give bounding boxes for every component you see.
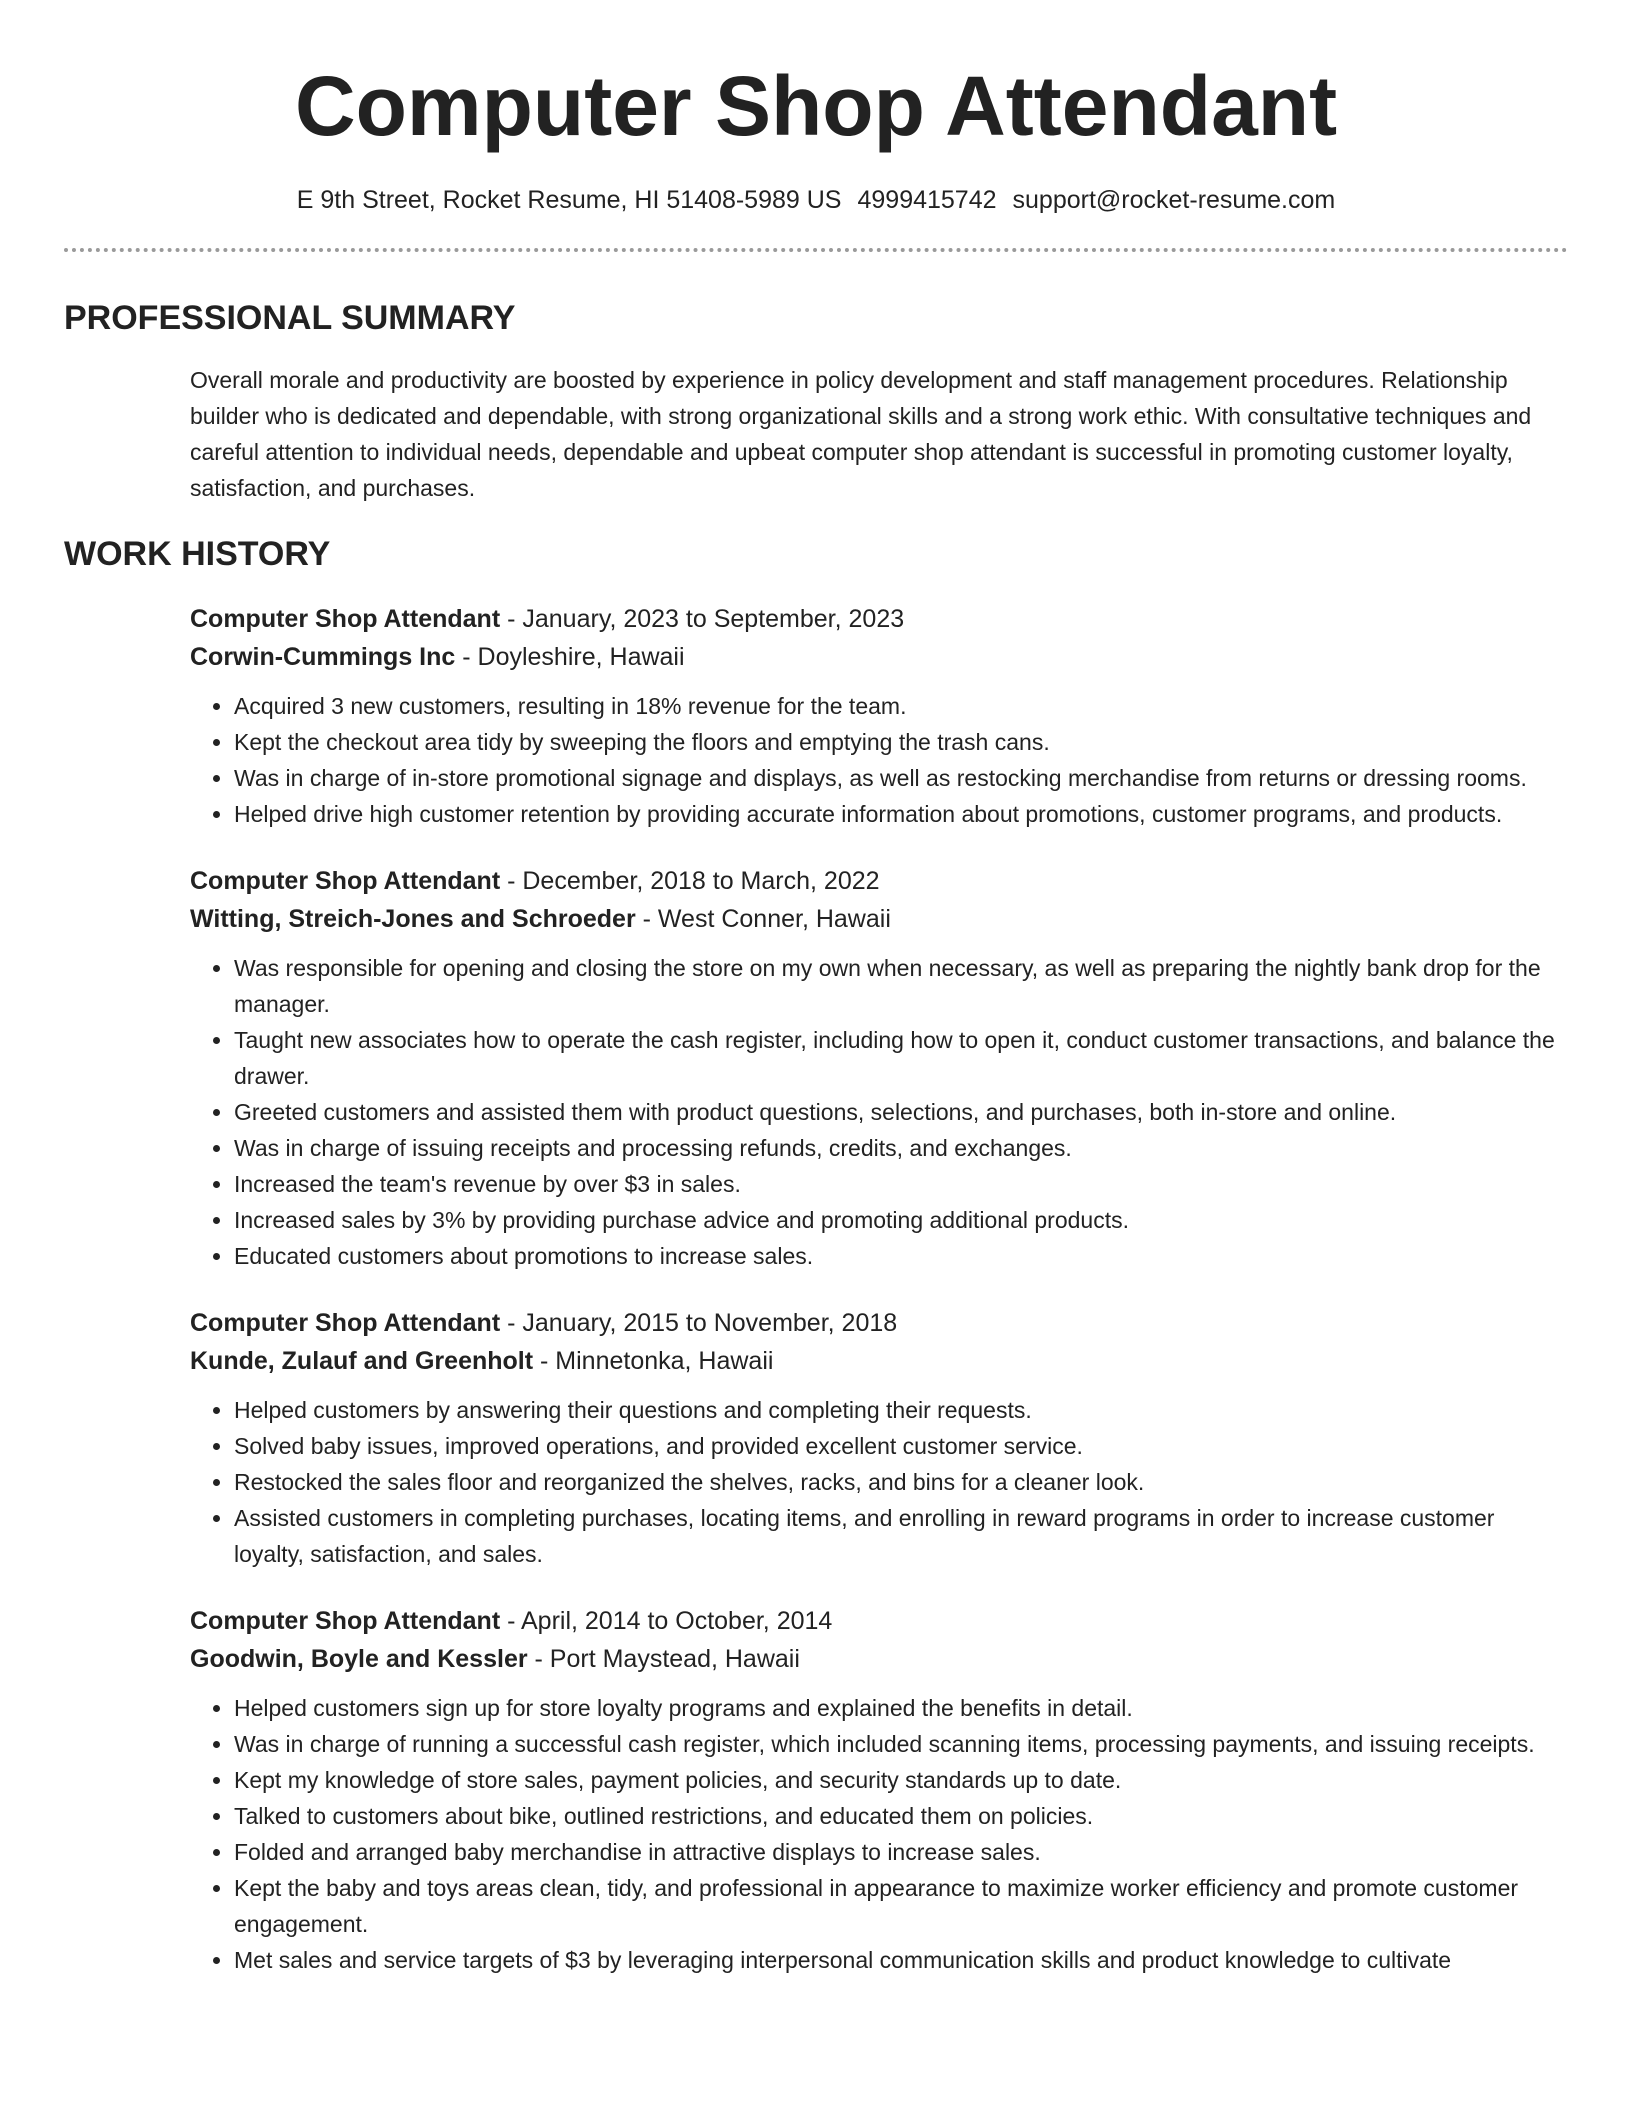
job-bullet: • Assisted customers in completing purchases, locating items, and enrolling in reward programs in order to increase customer loyalty, satisfaction, and sales. (234, 1500, 1568, 1572)
job-title: Computer Shop Attendant (190, 605, 501, 633)
job-company-line (190, 638, 1568, 676)
job-bullets (190, 1690, 1568, 1978)
job-entry (190, 600, 1568, 832)
job-bullet: • Solved baby issues, improved operations, and provided excellent customer service. (234, 1428, 1568, 1464)
work-history-list (190, 600, 1568, 1978)
job-title-line (190, 1304, 1568, 1342)
job-company-line (190, 1640, 1568, 1678)
job-bullets (190, 1392, 1568, 1572)
job-bullet: • Helped customers sign up for store loyalty programs and explained the benefits in detail. (234, 1690, 1568, 1726)
header-divider (64, 248, 1568, 252)
job-company: Goodwin, Boyle and Kessler (190, 1645, 528, 1673)
job-bullet: • Helped customers by answering their questions and completing their requests. (234, 1392, 1568, 1428)
job-company-line (190, 900, 1568, 938)
job-bullet: • Restocked the sales floor and reorganized the shelves, racks, and bins for a cleaner look. (234, 1464, 1568, 1500)
job-location: - Minnetonka, Hawaii (533, 1347, 774, 1375)
job-company: Kunde, Zulauf and Greenholt (190, 1347, 534, 1375)
job-entry (190, 862, 1568, 1274)
job-location: - Doyleshire, Hawaii (455, 643, 685, 671)
job-bullets (190, 688, 1568, 832)
job-title: Computer Shop Attendant (190, 1309, 501, 1337)
contact-phone: 4999415742 (857, 186, 997, 214)
job-bullet: • Kept the baby and toys areas clean, tidy, and professional in appearance to maximize worker efficiency and promote customer engagement. (234, 1870, 1568, 1942)
job-bullet: • Increased sales by 3% by providing purchase advice and promoting additional products. (234, 1202, 1568, 1238)
job-bullet: • Was responsible for opening and closing the store on my own when necessary, as well as preparing the nightly bank drop for the manager. (234, 950, 1568, 1022)
job-entry (190, 1602, 1568, 1978)
job-title: Computer Shop Attendant (190, 867, 501, 895)
summary-text: Overall morale and productivity are boosted by experience in policy development and staff management procedures. Relationship builder who is dedicated and dependable, with strong organizational skills and a strong work ethic. With consultative techniques and careful attention to individual needs, dependable and upbeat computer shop attendant is successful in promoting customer loyalty, satisfaction, and purchases. (190, 367, 1532, 501)
job-bullets (190, 950, 1568, 1274)
job-bullet: • Increased the team's revenue by over $3 in sales. (234, 1166, 1568, 1202)
job-dates: - December, 2018 to March, 2022 (500, 867, 880, 895)
contact-address: E 9th Street, Rocket Resume, HI 51408-5989 US (296, 186, 842, 214)
job-entry (190, 1304, 1568, 1572)
summary-heading: PROFESSIONAL SUMMARY (64, 299, 516, 337)
job-title-line (190, 1602, 1568, 1640)
job-dates: - January, 2023 to September, 2023 (500, 605, 905, 633)
job-bullet: • Kept my knowledge of store sales, payment policies, and security standards up to date. (234, 1762, 1568, 1798)
job-bullet: • Was in charge of running a successful cash register, which included scanning items, processing payments, and issuing receipts. (234, 1726, 1568, 1762)
job-company-line (190, 1342, 1568, 1380)
job-title-line (190, 862, 1568, 900)
job-bullet: • Taught new associates how to operate the cash register, including how to open it, conduct customer transactions, and balance the drawer. (234, 1022, 1568, 1094)
work-history-heading: WORK HISTORY (64, 535, 331, 573)
job-company: Witting, Streich-Jones and Schroeder (190, 905, 636, 933)
job-bullet: • Greeted customers and assisted them with product questions, selections, and purchases, both in-store and online. (234, 1094, 1568, 1130)
job-bullet: • Talked to customers about bike, outlined restrictions, and educated them on policies. (234, 1798, 1568, 1834)
contact-email: support@rocket-resume.com (1012, 186, 1336, 214)
job-company: Corwin-Cummings Inc (190, 643, 456, 671)
job-title: Computer Shop Attendant (190, 1607, 501, 1635)
job-location: - West Conner, Hawaii (635, 905, 891, 933)
job-title-line (190, 600, 1568, 638)
job-bullet: • Kept the checkout area tidy by sweeping the floors and emptying the trash cans. (234, 724, 1568, 760)
job-bullet: • Met sales and service targets of $3 by leveraging interpersonal communication skills and product knowledge to cultivate (234, 1942, 1568, 1978)
job-bullet: • Folded and arranged baby merchandise in attractive displays to increase sales. (234, 1834, 1568, 1870)
contact-line (64, 184, 1568, 216)
job-bullet: • Helped drive high customer retention by providing accurate information about promotions, customer programs, and products. (234, 796, 1568, 832)
job-dates: - April, 2014 to October, 2014 (500, 1607, 833, 1635)
job-bullet: • Acquired 3 new customers, resulting in 18% revenue for the team. (234, 688, 1568, 724)
job-bullet: • Educated customers about promotions to increase sales. (234, 1238, 1568, 1274)
job-dates: - January, 2015 to November, 2018 (500, 1309, 898, 1337)
job-bullet: • Was in charge of in-store promotional signage and displays, as well as restocking merchandise from returns or dressing rooms. (234, 760, 1568, 796)
resume-name: Computer Shop Attendant (294, 59, 1338, 153)
job-location: - Port Maystead, Hawaii (527, 1645, 800, 1673)
job-bullet: • Was in charge of issuing receipts and processing refunds, credits, and exchanges. (234, 1130, 1568, 1166)
